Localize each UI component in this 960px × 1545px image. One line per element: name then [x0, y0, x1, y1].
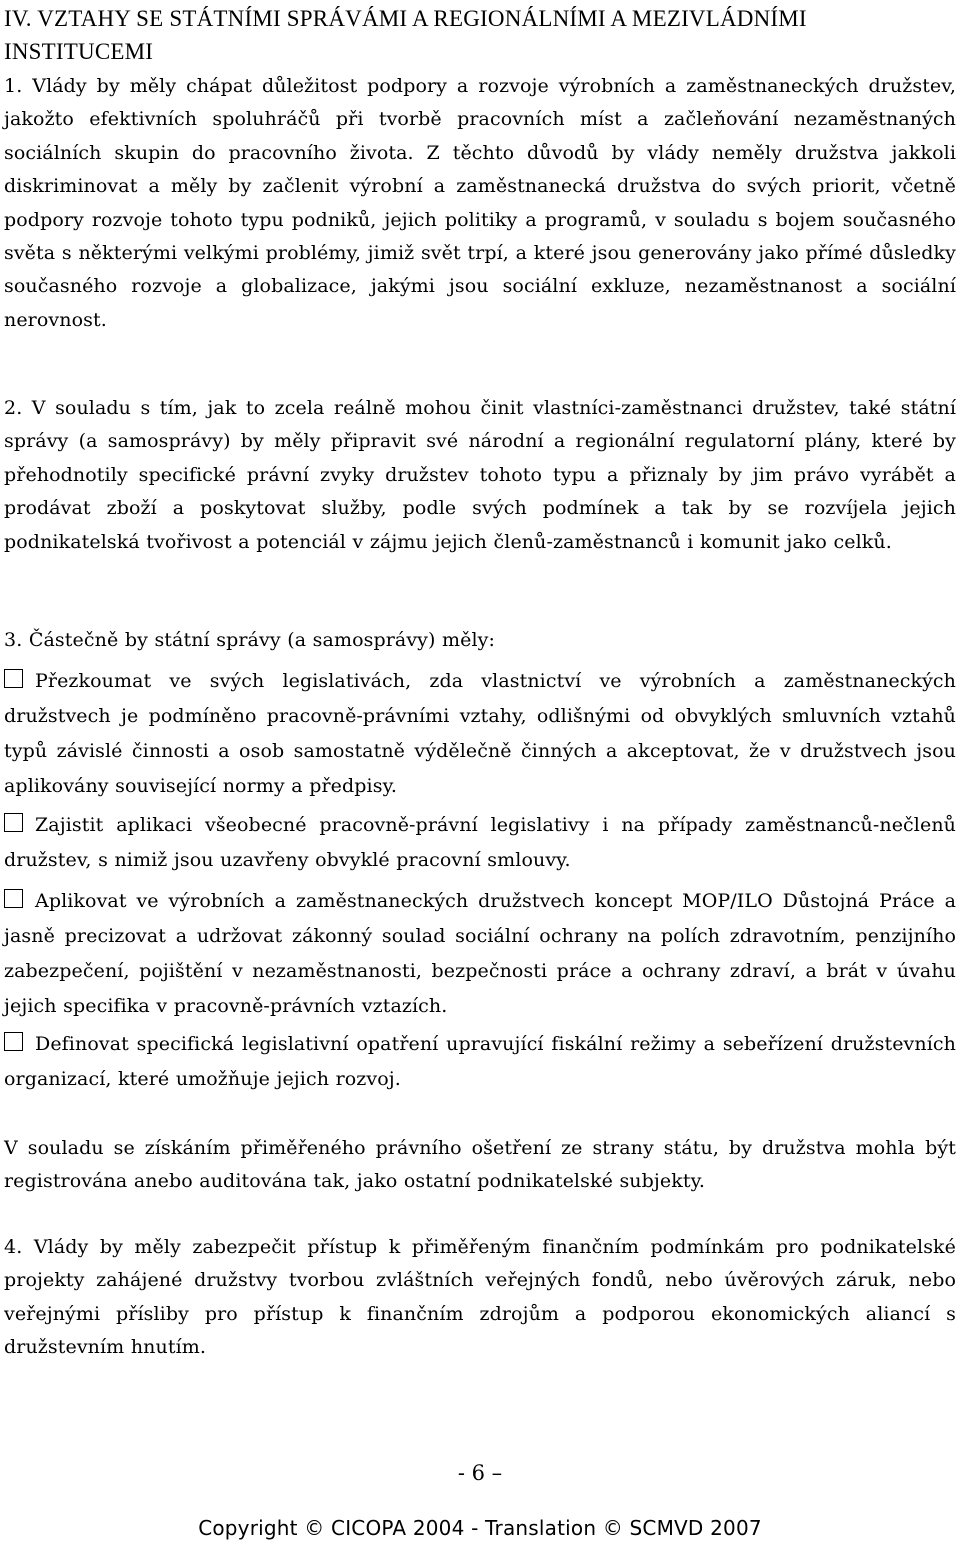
- bullet-text-4: Definovat specifická legislativní opatření upravující fiskální režimy a sebeřízení družstevních organizací, které umožňuje jejich rozvoj.: [4, 1033, 956, 1090]
- paragraph-3-outro: V souladu se získáním přiměřeného právního ošetření ze strany státu, by družstva mohla být registrována anebo auditována tak, jako ostatní podnikatelské subjekty.: [4, 1137, 956, 1193]
- checkbox-square-icon: [4, 813, 23, 832]
- checkbox-square-icon: [4, 1032, 23, 1051]
- page-number: - 6 –: [457, 1461, 503, 1485]
- bullet-text-3: Aplikovat ve výrobních a zaměstnaneckých družstvech koncept MOP/ILO Důstojná Práce a jasně precizovat a udržovat zákonný soulad sociální ochrany na polích zdravotním, penzijního zabezpečení, pojištění v nezaměstnanosti, bezpečnosti práce a ochrany zdraví, a brát v úvahu jejich specifika v pracovně-právních vztazích.: [4, 890, 956, 1017]
- checkbox-square-icon: [4, 889, 23, 908]
- bullet-text-2: Zajistit aplikaci všeobecné pracovně-právní legislativy i na případy zaměstnanců-nečlenů družstev, s nimiž jsou uzavřeny obvyklé pracovní smlouvy.: [4, 814, 956, 871]
- paragraph-4: 4. Vlády by měly zabezpečit přístup k přiměřeným finančním podmínkám pro podnikatelské projekty zahájené družstvy tvorbou zvláštních veřejných fondů, nebo úvěrových záruk, nebo veřejnými přísliby pro přístup k finančním zdrojům a podporou ekonomických aliancí s družstevním hnutím.: [4, 1236, 956, 1359]
- section-heading: IV. VZTAHY SE STÁTNÍMI SPRÁVÁMI A REGIONÁLNÍMI A MEZIVLÁDNÍMI INSTITUCEMI: [4, 6, 807, 64]
- bullet-item-4: [4, 1027, 956, 1097]
- copyright-footer: Copyright © CICOPA 2004 - Translation © SCMVD 2007: [198, 1516, 762, 1540]
- paragraph-2: 2. V souladu s tím, jak to zcela reálně mohou činit vlastníci-zaměstnanci družstev, také státní správy (a samosprávy) by měly připravit své národní a regionální regulatorní plány, které by přehodnotily specifické právní zvyky družstev tohoto typu a přiznaly by jim právo vyrábět a prodávat zboží a poskytovat služby, podle svých podmínek a tak by se rozvíjela jejich podnikatelská tvořivost a potenciál v zájmu jejich členů-zaměstnanců i komunit jako celků.: [4, 397, 956, 553]
- paragraph-1: 1. Vlády by měly chápat důležitost podpory a rozvoje výrobních a zaměstnaneckých družstev, jakožto efektivních spoluhráčů při tvorbě pracovních míst a začleňování nezaměstnaných sociálních skupin do pracovního života. Z těchto důvodů by vlády neměly družstva jakkoli diskriminovat a měly by začlenit výrobní a zaměstnanecká družstva do svých priorit, včetně podpory rozvoje tohoto typu podniků, jejich politiky a programů, v souladu s bojem současného světa s některými velkými problémy, jimiž svět trpí, a které jsou generovány jako přímé důsledky současného rozvoje a globalizace, jakými jsou sociální exkluze, nezaměstnanost a sociální nerovnost.: [4, 75, 956, 331]
- bullet-text-1: Přezkoumat ve svých legislativách, zda vlastnictví ve výrobních a zaměstnaneckých družstvech je podmíněno pracovně-právními vztahy, odlišnými od obvyklých smluvních vztahů typů závislé činnosti a osob samostatně výdělečně činných a akceptovat, že v družstvech jsou aplikovány související normy a předpisy.: [4, 670, 956, 797]
- checkbox-square-icon: [4, 669, 23, 688]
- bullet-item-3: [4, 884, 956, 1024]
- paragraph-3-intro: 3. Částečně by státní správy (a samosprávy) měly:: [4, 629, 496, 651]
- bullet-item-1: [4, 664, 956, 804]
- bullet-item-2: [4, 808, 956, 878]
